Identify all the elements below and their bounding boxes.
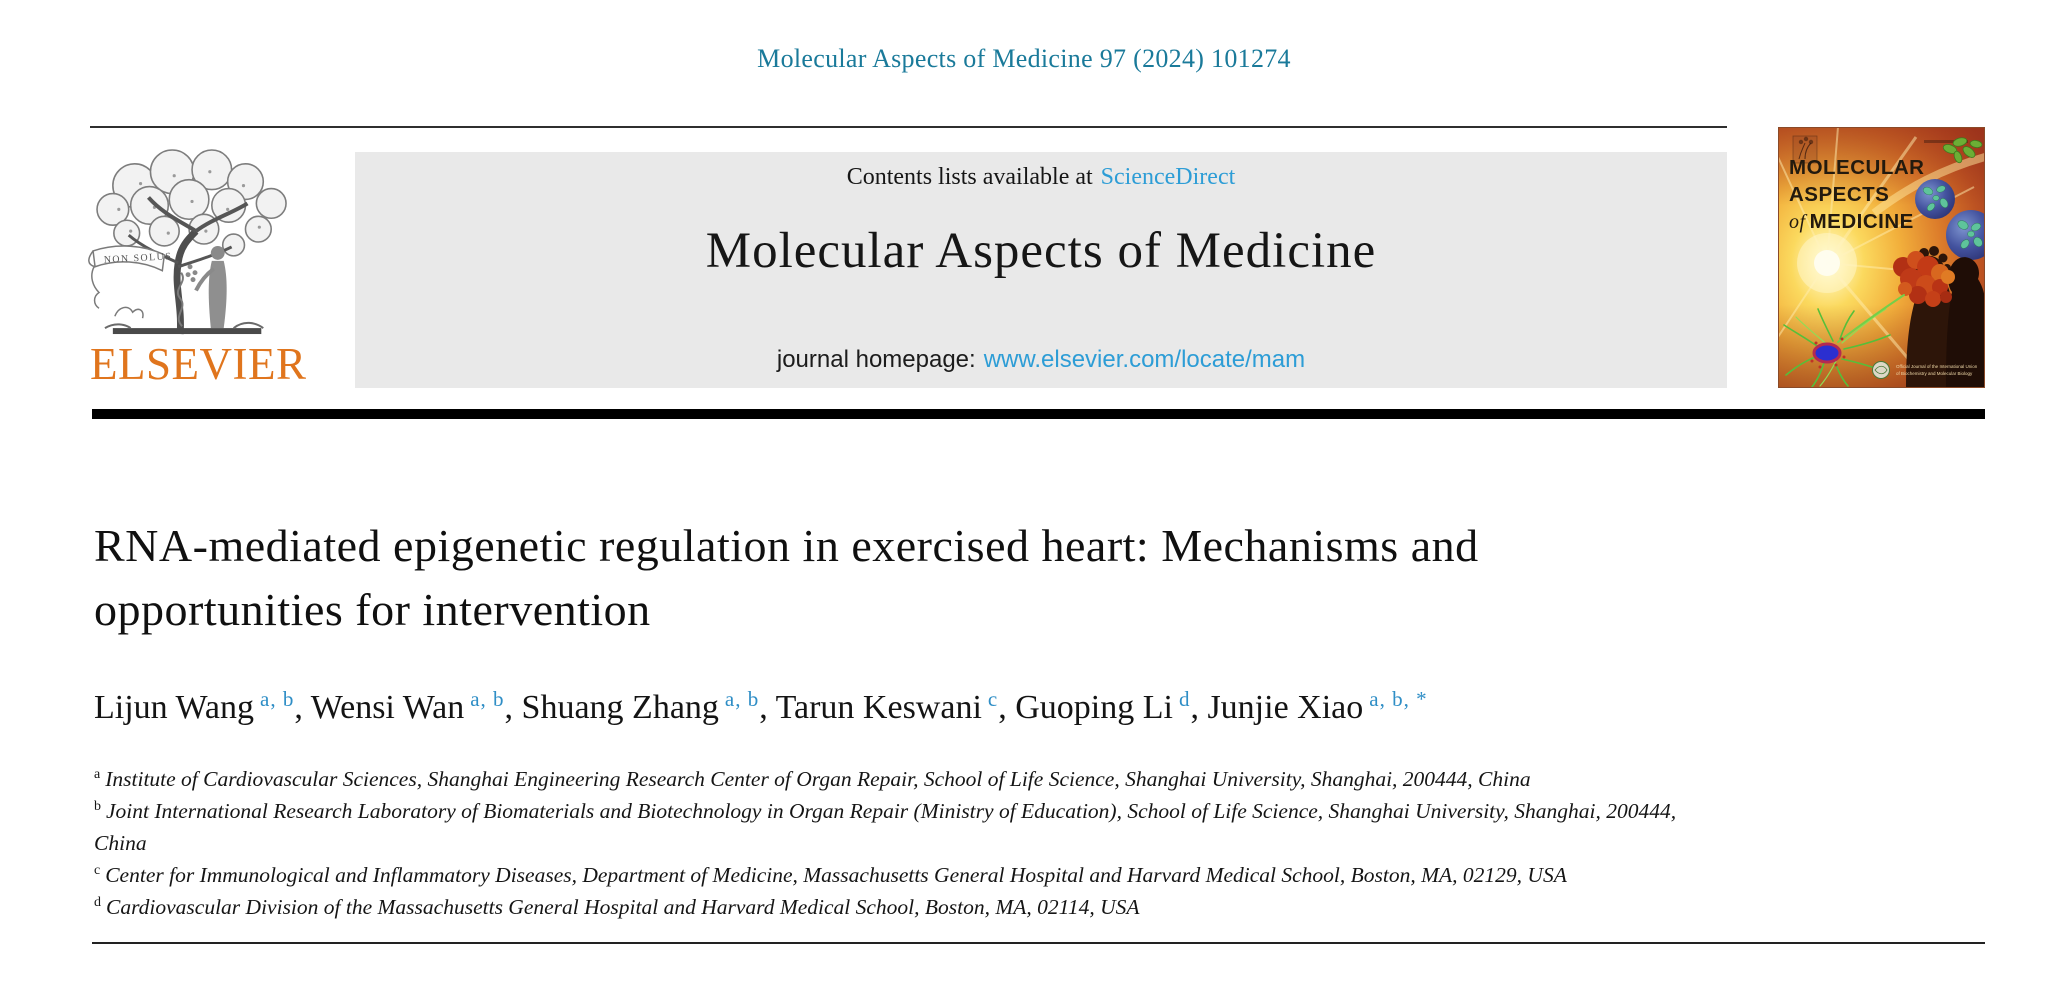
- author-affiliation-superscript: c: [987, 686, 999, 711]
- svg-text:ofMEDICINE: of MEDICINE: [1789, 210, 1914, 233]
- contents-line: [355, 164, 1727, 191]
- affiliation-row: [94, 891, 1694, 923]
- affiliation-text: Joint International Research Laboratory of Biomaterials and Biotechnology in Organ Repair (Ministry of Education), School of Life Science, Shanghai University, Shanghai, 200444, China: [94, 799, 1677, 855]
- affiliation-row: [94, 859, 1694, 891]
- contents-line-text: Contents lists available at: [846, 164, 1093, 190]
- author-affiliation-superscript: a, b: [724, 686, 760, 711]
- iubmb-emblem: [1873, 362, 1890, 379]
- affiliation-list: [94, 763, 1694, 923]
- non-solus-motto: NON SOLUS: [103, 251, 173, 266]
- author-affiliation-superscript: a, b: [470, 686, 505, 711]
- author-affiliation-superscript corresponding-author-asterisk: a, b, *: [1369, 686, 1428, 711]
- journal-citation: Molecular Aspects of Medicine 97 (2024) 101274: [757, 44, 1291, 73]
- header-top-rule: [90, 126, 1727, 128]
- affiliation-text: Cardiovascular Division of the Massachusetts General Hospital and Harvard Medical School, Boston, MA, 02114, USA: [106, 895, 1140, 919]
- homepage-line-text: journal homepage:: [776, 346, 976, 373]
- svg-text:ASPECTS: ASPECTS: [1789, 183, 1890, 206]
- elsevier-wordmark: ELSEVIER: [90, 339, 307, 389]
- elsevier-tree-icon: [84, 148, 306, 338]
- author: [775, 686, 1016, 726]
- affiliation-letter: d: [94, 894, 101, 910]
- affiliation-letter: a: [94, 766, 101, 782]
- author-separator: ,: [759, 689, 776, 726]
- affiliation-text: Center for Immunological and Inflammatory Diseases, Department of Medicine, Massachusetts General Hospital and Harvard Medical School, Boston, MA, 02129, USA: [105, 863, 1567, 887]
- journal-cover-image: [1778, 127, 1985, 388]
- author: [521, 686, 776, 726]
- elsevier-logo-block: [84, 148, 310, 398]
- homepage-link[interactable]: www.elsevier.com/locate/mam: [983, 346, 1306, 373]
- affiliation-row: [94, 795, 1694, 859]
- affiliation-row: [94, 763, 1694, 795]
- author-affiliation-superscript: a, b: [260, 686, 295, 711]
- journal-banner: [355, 152, 1727, 388]
- svg-text:of Biochemistry and Molecular: of Biochemistry and Molecular Biology: [1896, 371, 1973, 376]
- author: [1207, 686, 1428, 726]
- article-title: [94, 514, 1814, 642]
- author-name: Guoping Li: [1015, 689, 1173, 726]
- author-name: Lijun Wang: [94, 689, 255, 726]
- author: [1015, 686, 1208, 726]
- homepage-line: [355, 346, 1727, 374]
- footer-rule: [92, 942, 1985, 944]
- section-divider-bar: [92, 409, 1985, 419]
- author-separator: ,: [1190, 689, 1208, 726]
- author-separator: ,: [504, 689, 522, 726]
- affiliation-text: Institute of Cardiovascular Sciences, Shanghai Engineering Research Center of Organ Repair, School of Life Science, Shanghai University, Shanghai, 200444, China: [105, 767, 1531, 791]
- article-title-line2: opportunities for intervention: [94, 584, 651, 635]
- journal-name-heading: Molecular Aspects of Medicine: [705, 223, 1377, 279]
- svg-text:Official Journal of the Intern: Official Journal of the International Union: [1896, 364, 1978, 369]
- sun-glow: [1814, 250, 1840, 276]
- author-name: Wensi Wan: [310, 689, 465, 726]
- author-name: Shuang Zhang: [521, 689, 719, 726]
- sciencedirect-link[interactable]: ScienceDirect: [1100, 164, 1236, 190]
- affiliation-letter: c: [94, 862, 101, 878]
- author: [310, 686, 522, 726]
- author-name: Tarun Keswani: [775, 689, 982, 726]
- logo-figure-head: [211, 246, 225, 260]
- author-list: [94, 686, 1428, 727]
- svg-text:MOLECULAR: MOLECULAR: [1789, 156, 1925, 179]
- article-title-line1: RNA-mediated epigenetic regulation in exercised heart: Mechanisms and: [94, 520, 1479, 571]
- author-separator: ,: [998, 689, 1016, 726]
- author-name: Junjie Xiao: [1207, 689, 1364, 726]
- author-separator: ,: [294, 689, 311, 726]
- author-affiliation-superscript: d: [1178, 686, 1191, 711]
- affiliation-letter: b: [94, 798, 101, 814]
- author: [94, 686, 311, 726]
